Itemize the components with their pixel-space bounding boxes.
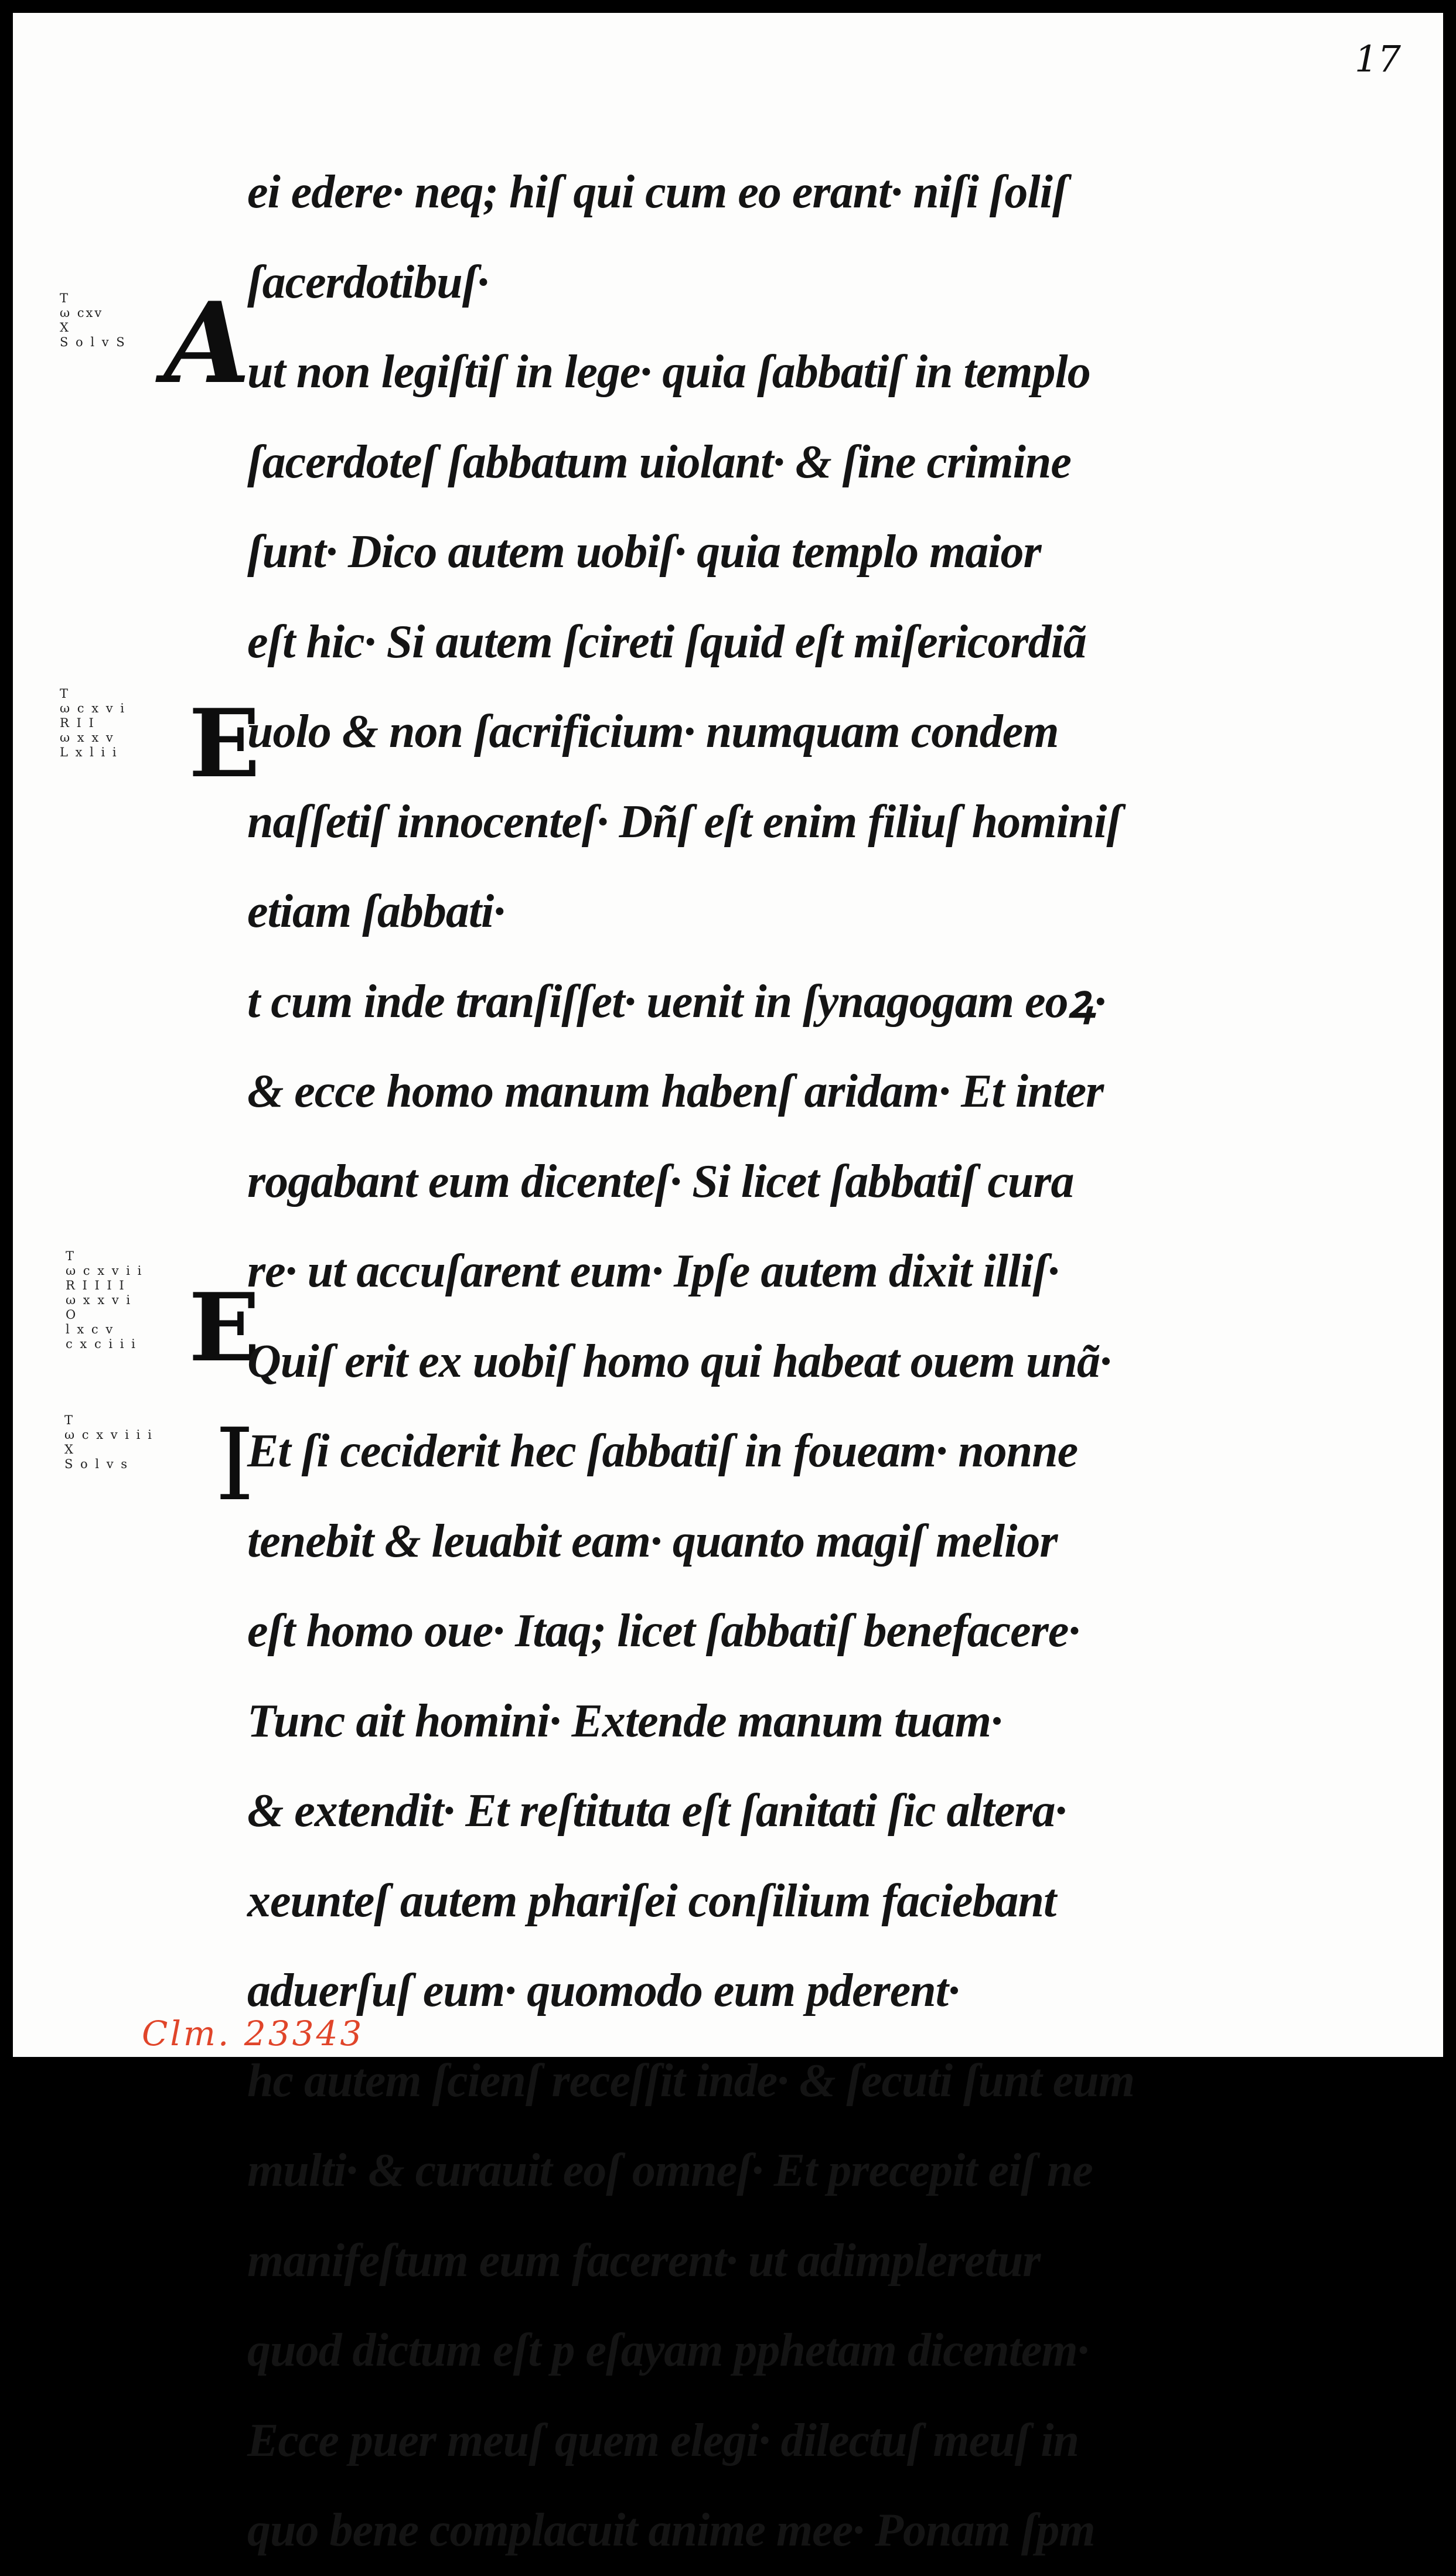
text-line: re· ut accuſarent eum· Ipſe autem dixit illiſ·: [247, 1246, 1059, 1297]
text-line: tenebit & leuabit eam· quanto magiſ melior: [247, 1515, 1058, 1567]
margin-note-canon-4: T ω c x v i i i X S o l v s: [64, 1413, 154, 1471]
text-line: naſſetiſ innocenteſ· Dñſ eſt enim filiuſ hominiſ: [247, 796, 1121, 848]
text-line: ei edere· neq; hiſ qui cum eo erant· niſi ſoliſ: [247, 166, 1068, 218]
margin-note-canon-2: T ω c x v i R I I ω x x v L x l i i: [60, 687, 127, 759]
margin-note-canon-1: T ω cxv X S o l v S: [60, 291, 127, 349]
text-line: hc autem ſcienſ receſſit inde· & ſecuti ſunt eum: [247, 2055, 1134, 2107]
text-line: ut non legiſtiſ in lege· quia ſabbatiſ in templo: [247, 346, 1090, 398]
decorated-initial-e-first: E: [189, 688, 260, 799]
manuscript-text-block: [247, 148, 1278, 2576]
decorated-initial-a: A: [164, 278, 251, 408]
text-line: multi· & curauit eoſ omneſ· Et precepit eiſ ne: [247, 2145, 1093, 2196]
margin-note-canon-3: T ω c x v i i R I I I I ω x x v i O l x c v c x c i i i: [66, 1249, 144, 1351]
text-line: manifeſtum eum facerent· ut adimpleretur: [247, 2234, 1041, 2287]
decorated-initial-e-second: E: [189, 1272, 260, 1383]
text-line: & extendit· Et reſtituta eſt ſanitati ſic altera·: [247, 1785, 1066, 1837]
text-line: eſt homo oue· Itaq; licet ſabbatiſ benefacere·: [247, 1605, 1080, 1657]
text-line: Quiſ erit ex uobiſ homo qui habeat ouem unã·: [247, 1335, 1111, 1387]
decorated-initial-i: I: [215, 1407, 255, 1523]
text-line: xeunteſ autem phariſei conſilium faciebant: [247, 1875, 1056, 1927]
text-line: ſunt· Dico autem uobiſ· quia templo maior: [247, 526, 1041, 578]
text-line: ſacerdoteſ ſabbatum uiolant· & ſine crimine: [247, 436, 1071, 488]
manuscript-page: [13, 13, 1443, 2556]
text-line: & ecce homo manum habenſ aridam· Et inter: [247, 1066, 1104, 1117]
folio-number: 17: [1355, 37, 1401, 80]
text-line: rogabant eum dicenteſ· Si licet ſabbatiſ cura: [247, 1155, 1074, 1207]
text-line: aduerſuſ eum· quomodo eum pderent·: [247, 1965, 959, 2017]
text-line: uolo & non ſacrificium· numquam condem: [247, 706, 1059, 758]
text-line: ſacerdotibuſ·: [247, 256, 489, 308]
text-line: etiam ſabbati·: [247, 886, 505, 937]
text-line: t cum inde tranſiſſet· uenit in ſynagogam eoꝝ·: [247, 975, 1106, 1028]
text-line: eſt hic· Si autem ſcireti ſquid eſt miſericordiã: [247, 616, 1086, 668]
text-line: Ecce puer meuſ quem elegi· dilectuſ meuſ in: [247, 2414, 1079, 2466]
text-line: Tunc ait homini· Extende manum tuam·: [247, 1695, 1002, 1747]
shelfmark-annotation: Clm. 23343: [142, 2014, 364, 2053]
text-line: Et ſi ceciderit hec ſabbatiſ in foueam· nonne: [247, 1425, 1078, 1477]
text-line: quod dictum eſt p eſayam pphetam dicentem·: [247, 2325, 1089, 2376]
text-line: quo bene complacuit anime mee· Ponam ſpm: [247, 2505, 1095, 2556]
